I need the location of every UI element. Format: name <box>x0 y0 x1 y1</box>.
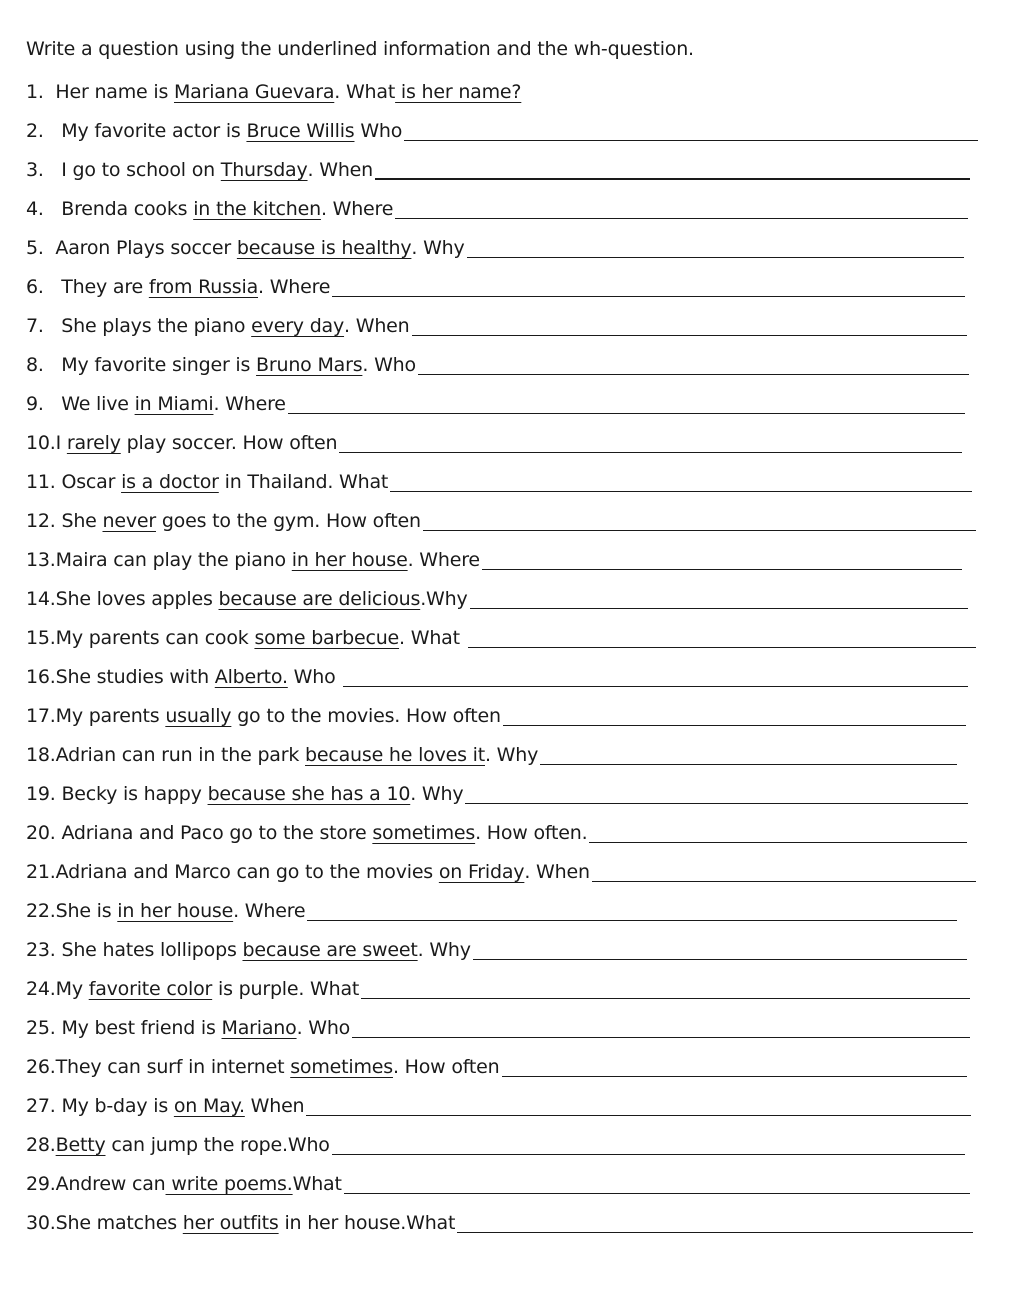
answer-blank[interactable] <box>473 959 967 960</box>
question-item <box>26 1126 986 1165</box>
question-number: 21. <box>26 861 56 883</box>
question-item <box>26 1204 986 1243</box>
question-text: She plays the piano <box>43 315 252 337</box>
answer-blank[interactable] <box>468 647 976 648</box>
question-list <box>26 73 986 1243</box>
answer-text[interactable]: is her name? <box>395 81 522 103</box>
worksheet <box>26 34 986 1243</box>
question-text: Aaron Plays soccer <box>43 237 237 259</box>
answer-blank[interactable] <box>352 1037 970 1038</box>
wh-word: . Who <box>296 1017 351 1039</box>
question-text: She matches <box>55 1212 183 1234</box>
question-item <box>26 892 986 931</box>
question-item <box>26 775 986 814</box>
answer-blank[interactable] <box>457 1232 973 1233</box>
wh-word: . Where <box>233 900 306 922</box>
question-number: 6. <box>26 276 44 298</box>
underlined-info: Betty <box>55 1134 106 1156</box>
underlined-info: Bruce Willis <box>246 120 355 142</box>
answer-blank[interactable] <box>344 1193 970 1194</box>
wh-word: . When <box>524 861 590 883</box>
question-text: My favorite singer is <box>43 354 257 376</box>
wh-word: .Why <box>420 588 468 610</box>
underlined-info: in her house <box>117 900 234 922</box>
question-number: 23. <box>26 939 56 961</box>
wh-word: Who <box>354 120 403 142</box>
wh-word: . When <box>307 159 373 181</box>
question-text: Her name is <box>43 81 174 103</box>
answer-blank[interactable] <box>332 296 965 297</box>
question-number: 25. <box>26 1017 56 1039</box>
question-item <box>26 112 986 151</box>
question-item <box>26 151 986 190</box>
underlined-info: usually <box>165 705 232 727</box>
wh-word: What <box>292 1173 342 1195</box>
question-text: Adriana and Paco go to the store <box>55 822 373 844</box>
underlined-info: because are sweet <box>242 939 418 961</box>
wh-word: play soccer. How often <box>120 432 338 454</box>
question-item <box>26 658 986 697</box>
question-text: My best friend is <box>55 1017 222 1039</box>
question-item <box>26 736 986 775</box>
question-number: 19. <box>26 783 56 805</box>
question-text: She loves apples <box>55 588 219 610</box>
answer-blank[interactable] <box>465 803 968 804</box>
question-item <box>26 1165 986 1204</box>
answer-blank[interactable] <box>589 842 967 843</box>
underlined-info: never <box>102 510 156 532</box>
underlined-info: rarely <box>66 432 121 454</box>
question-number: 12. <box>26 510 56 532</box>
question-number: 20. <box>26 822 56 844</box>
question-number: 8. <box>26 354 44 376</box>
question-item <box>26 229 986 268</box>
underlined-info: Alberto. <box>214 666 288 688</box>
question-item <box>26 541 986 580</box>
wh-word: . Where <box>258 276 331 298</box>
question-number: 30. <box>26 1212 56 1234</box>
question-item <box>26 307 986 346</box>
question-text: Adrian can run in the park <box>55 744 306 766</box>
question-number: 11. <box>26 471 56 493</box>
question-item <box>26 346 986 385</box>
answer-blank[interactable] <box>306 1115 971 1116</box>
underlined-info: every day <box>251 315 345 337</box>
question-number: 14. <box>26 588 56 610</box>
question-item <box>26 853 986 892</box>
answer-blank[interactable] <box>503 725 966 726</box>
underlined-info: in Miami <box>134 393 214 415</box>
underlined-info: because he loves it <box>305 744 485 766</box>
underlined-info: on Friday <box>438 861 525 883</box>
underlined-info: sometimes <box>372 822 476 844</box>
question-number: 24. <box>26 978 56 1000</box>
question-text: My b-day is <box>55 1095 174 1117</box>
instructions: Write a question using the underlined information and the wh-question. <box>26 38 694 60</box>
underlined-info: because is healthy <box>236 237 412 259</box>
question-item <box>26 1087 986 1126</box>
question-number: 27. <box>26 1095 56 1117</box>
question-item <box>26 970 986 1009</box>
underlined-info: Mariana Guevara <box>173 81 335 103</box>
question-text: Adriana and Marco can go to the movies <box>55 861 439 883</box>
underlined-info: her outfits <box>182 1212 279 1234</box>
answer-blank[interactable] <box>288 413 965 414</box>
wh-word: . Why <box>411 237 465 259</box>
wh-word: . How often. <box>475 822 588 844</box>
question-number: 1. <box>26 81 44 103</box>
wh-word: in Thailand. What <box>218 471 389 493</box>
question-text: She <box>55 510 103 532</box>
underlined-info: from Russia <box>148 276 259 298</box>
wh-word: When <box>244 1095 305 1117</box>
wh-word: . What <box>399 627 466 649</box>
question-text: They can surf in internet <box>55 1056 291 1078</box>
question-number: 15. <box>26 627 56 649</box>
question-item <box>26 385 986 424</box>
underlined-info: in her house <box>291 549 408 571</box>
question-text: They are <box>43 276 149 298</box>
question-text: She is <box>55 900 118 922</box>
underlined-info: Mariano <box>221 1017 297 1039</box>
question-item <box>26 1009 986 1048</box>
underlined-info: Bruno Mars <box>256 354 363 376</box>
question-item <box>26 502 986 541</box>
question-number: 18. <box>26 744 56 766</box>
wh-word: . How often <box>392 1056 500 1078</box>
question-number: 3. <box>26 159 44 181</box>
answer-blank[interactable] <box>482 569 962 570</box>
answer-blank[interactable] <box>502 1076 968 1077</box>
wh-word: . Where <box>407 549 480 571</box>
question-text: Becky is happy <box>55 783 208 805</box>
question-item <box>26 463 986 502</box>
wh-word: can jump the rope.Who <box>105 1134 330 1156</box>
wh-word: in her house.What <box>278 1212 456 1234</box>
answer-blank[interactable] <box>375 178 970 180</box>
answer-blank[interactable] <box>418 374 969 375</box>
wh-word: goes to the gym. How often <box>155 510 421 532</box>
question-text: I <box>55 432 67 454</box>
question-number: 22. <box>26 900 56 922</box>
wh-word: . Who <box>362 354 416 376</box>
wh-word: is purple. What <box>212 978 360 1000</box>
wh-word: . When <box>344 315 410 337</box>
answer-blank[interactable] <box>470 608 968 609</box>
answer-blank[interactable] <box>592 881 976 882</box>
question-text: She studies with <box>55 666 215 688</box>
answer-blank[interactable] <box>332 1154 965 1155</box>
question-item <box>26 580 986 619</box>
question-number: 4. <box>26 198 44 220</box>
answer-blank[interactable] <box>467 257 964 258</box>
question-text: My parents <box>55 705 166 727</box>
question-number: 9. <box>26 393 44 415</box>
underlined-info: in the kitchen <box>193 198 321 220</box>
question-text: My <box>55 978 89 1000</box>
answer-blank[interactable] <box>343 686 968 687</box>
answer-blank[interactable] <box>540 764 957 765</box>
question-text: My favorite actor is <box>43 120 247 142</box>
question-number: 10. <box>26 432 56 454</box>
answer-blank[interactable] <box>395 218 968 219</box>
question-item <box>26 931 986 970</box>
underlined-info: write poems. <box>165 1173 293 1195</box>
underlined-info: sometimes <box>290 1056 393 1078</box>
question-text: I go to school on <box>43 159 221 181</box>
question-text: Andrew can <box>55 1173 166 1195</box>
underlined-info: is a doctor <box>121 471 219 493</box>
underlined-info: some barbecue <box>254 627 400 649</box>
answer-blank[interactable] <box>361 998 970 999</box>
question-text: Brenda cooks <box>43 198 194 220</box>
answer-blank[interactable] <box>307 920 957 921</box>
answer-blank[interactable] <box>404 140 978 141</box>
wh-word: . Why <box>485 744 539 766</box>
question-item <box>26 814 986 853</box>
question-text: We live <box>43 393 135 415</box>
question-number: 5. <box>26 237 44 259</box>
underlined-info: because are delicious <box>218 588 421 610</box>
question-text: My parents can cook <box>55 627 255 649</box>
answer-blank[interactable] <box>339 452 962 453</box>
underlined-info: on May. <box>173 1095 245 1117</box>
wh-word: . Why <box>410 783 464 805</box>
wh-word: . Where <box>213 393 286 415</box>
question-text: Maira can play the piano <box>55 549 292 571</box>
wh-word: go to the movies. How often <box>231 705 501 727</box>
question-number: 16. <box>26 666 56 688</box>
question-number: 7. <box>26 315 44 337</box>
question-item <box>26 619 986 658</box>
question-item <box>26 268 986 307</box>
question-item <box>26 697 986 736</box>
question-item <box>26 1048 986 1087</box>
underlined-info: favorite color <box>88 978 213 1000</box>
question-item <box>26 190 986 229</box>
question-number: 13. <box>26 549 56 571</box>
question-number: 2. <box>26 120 44 142</box>
question-item <box>26 73 986 112</box>
question-number: 29. <box>26 1173 56 1195</box>
question-text: Oscar <box>55 471 122 493</box>
answer-blank[interactable] <box>390 491 972 492</box>
underlined-info: because she has a 10 <box>207 783 411 805</box>
answer-blank[interactable] <box>412 335 968 336</box>
question-number: 17. <box>26 705 56 727</box>
answer-blank[interactable] <box>423 530 976 531</box>
question-text: She hates lollipops <box>55 939 243 961</box>
question-number: 26. <box>26 1056 56 1078</box>
wh-word: . What <box>334 81 396 103</box>
question-item <box>26 424 986 463</box>
wh-word: Who <box>287 666 342 688</box>
wh-word: . Why <box>417 939 471 961</box>
question-number: 28. <box>26 1134 56 1156</box>
wh-word: . Where <box>320 198 394 220</box>
underlined-info: Thursday <box>220 159 308 181</box>
